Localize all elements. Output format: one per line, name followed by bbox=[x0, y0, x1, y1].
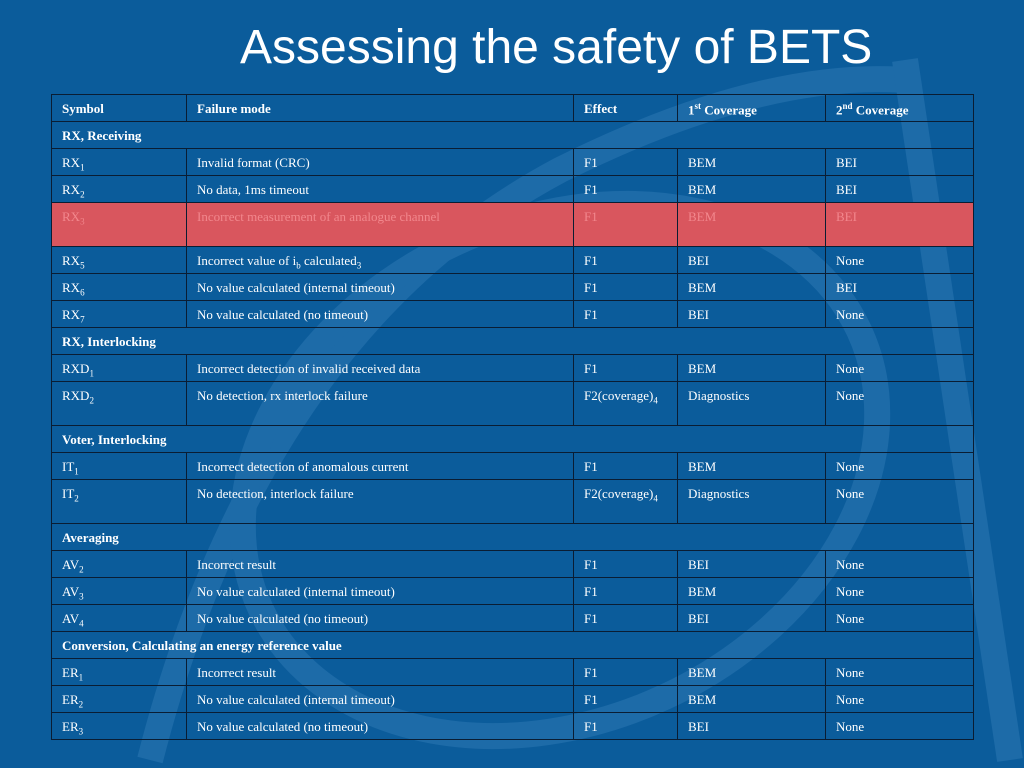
header-effect: Effect bbox=[574, 95, 678, 122]
failure-mode-text: Incorrect result bbox=[197, 665, 277, 680]
symbol-text: IT bbox=[62, 459, 75, 474]
effect-text: F1 bbox=[584, 307, 598, 322]
symbol-text: ER bbox=[62, 692, 79, 707]
symbol-text: RX bbox=[62, 280, 81, 295]
cell-first-coverage: BEM bbox=[678, 355, 826, 382]
cell-second-coverage: None bbox=[826, 659, 974, 686]
cell-effect bbox=[574, 301, 678, 328]
symbol-text: AV bbox=[62, 611, 80, 626]
cell-symbol bbox=[52, 274, 187, 301]
cell-second-coverage: BEI bbox=[826, 176, 974, 203]
cell-symbol bbox=[52, 713, 187, 740]
symbol-text: AV bbox=[62, 584, 80, 599]
cell-second-coverage: None bbox=[826, 605, 974, 632]
cell-symbol bbox=[52, 453, 187, 480]
cell-second-coverage: None bbox=[826, 686, 974, 713]
effect-text: F2(coverage) bbox=[584, 388, 654, 403]
cell-first-coverage: BEM bbox=[678, 176, 826, 203]
table-row bbox=[52, 274, 974, 301]
header-symbol: Symbol bbox=[52, 95, 187, 122]
table-row bbox=[52, 247, 974, 274]
cell-second-coverage: None bbox=[826, 382, 974, 426]
failure-mode-tail: calculated bbox=[300, 253, 357, 268]
cell-second-coverage: BEI bbox=[826, 203, 974, 247]
header-second-coverage-suffix: nd bbox=[842, 101, 853, 111]
header-first-coverage-suffix: st bbox=[694, 101, 701, 111]
failure-mode-text: No value calculated (no timeout) bbox=[197, 307, 369, 322]
cell-first-coverage: BEM bbox=[678, 274, 826, 301]
section-group-row bbox=[52, 524, 974, 551]
cell-failure-mode bbox=[187, 480, 574, 524]
failure-mode-text: Incorrect value of i bbox=[197, 253, 297, 268]
effect-text: F1 bbox=[584, 557, 598, 572]
cell-first-coverage: BEM bbox=[678, 659, 826, 686]
cell-effect bbox=[574, 453, 678, 480]
table-row bbox=[52, 551, 974, 578]
failure-mode-text: No value calculated (no timeout) bbox=[197, 611, 369, 626]
effect-text: F2(coverage) bbox=[584, 486, 654, 501]
cell-effect bbox=[574, 382, 678, 426]
failure-mode-text: No value calculated (internal timeout) bbox=[197, 584, 395, 599]
cell-first-coverage: BEM bbox=[678, 686, 826, 713]
table-row bbox=[52, 578, 974, 605]
table-row bbox=[52, 382, 974, 426]
effect-text: F1 bbox=[584, 182, 598, 197]
section-group-label: Conversion, Calculating an energy reference value bbox=[52, 632, 974, 659]
table-row-highlighted bbox=[52, 203, 974, 247]
effect-text: F1 bbox=[584, 611, 598, 626]
table-row bbox=[52, 686, 974, 713]
failure-mode-table bbox=[51, 94, 974, 740]
table-row bbox=[52, 355, 974, 382]
cell-first-coverage: BEI bbox=[678, 605, 826, 632]
cell-effect bbox=[574, 247, 678, 274]
cell-failure-mode bbox=[187, 274, 574, 301]
failure-mode-text: No data, 1ms timeout bbox=[197, 182, 309, 197]
failure-mode-text: No detection, interlock failure bbox=[197, 486, 354, 501]
symbol-text: RX bbox=[62, 253, 81, 268]
effect-text: F1 bbox=[584, 692, 598, 707]
failure-mode-text: No detection, rx interlock failure bbox=[197, 388, 368, 403]
table-row bbox=[52, 480, 974, 524]
cell-effect bbox=[574, 713, 678, 740]
failure-mode-text: No value calculated (no timeout) bbox=[197, 719, 369, 734]
section-group-label: Averaging bbox=[52, 524, 974, 551]
cell-failure-mode bbox=[187, 551, 574, 578]
effect-text: F1 bbox=[584, 361, 598, 376]
header-second-coverage-number: 2 bbox=[836, 102, 843, 118]
table-row bbox=[52, 453, 974, 480]
header-second-coverage-text: Coverage bbox=[852, 102, 909, 118]
cell-failure-mode bbox=[187, 355, 574, 382]
cell-effect bbox=[574, 686, 678, 713]
cell-symbol bbox=[52, 149, 187, 176]
cell-symbol bbox=[52, 247, 187, 274]
header-first-coverage-number: 1 bbox=[688, 102, 695, 118]
symbol-subscript: 2 bbox=[74, 493, 79, 504]
cell-effect bbox=[574, 355, 678, 382]
symbol-text: RX bbox=[62, 307, 81, 322]
symbol-subscript: 2 bbox=[79, 564, 84, 575]
symbol-subscript: 3 bbox=[79, 591, 84, 602]
cell-second-coverage: None bbox=[826, 480, 974, 524]
cell-second-coverage: BEI bbox=[826, 274, 974, 301]
symbol-text: RX bbox=[62, 155, 81, 170]
cell-second-coverage: None bbox=[826, 578, 974, 605]
header-failure-mode: Failure mode bbox=[187, 95, 574, 122]
symbol-subscript: 7 bbox=[80, 314, 85, 325]
table-row bbox=[52, 605, 974, 632]
cell-failure-mode bbox=[187, 203, 574, 247]
effect-text: F1 bbox=[584, 155, 598, 170]
section-group-row bbox=[52, 122, 974, 149]
table-row bbox=[52, 176, 974, 203]
section-group-label: RX, Interlocking bbox=[52, 328, 974, 355]
symbol-subscript: 3 bbox=[78, 726, 84, 737]
cell-second-coverage: None bbox=[826, 247, 974, 274]
cell-effect bbox=[574, 480, 678, 524]
symbol-text: RXD bbox=[62, 361, 90, 376]
cell-second-coverage: None bbox=[826, 453, 974, 480]
cell-symbol bbox=[52, 480, 187, 524]
header-second-coverage bbox=[826, 95, 974, 122]
table-row bbox=[52, 301, 974, 328]
cell-symbol bbox=[52, 355, 187, 382]
cell-first-coverage: BEI bbox=[678, 247, 826, 274]
cell-failure-mode bbox=[187, 382, 574, 426]
effect-text: F1 bbox=[584, 459, 598, 474]
section-group-row bbox=[52, 426, 974, 453]
cell-failure-mode bbox=[187, 686, 574, 713]
cell-first-coverage: BEM bbox=[678, 453, 826, 480]
cell-effect bbox=[574, 659, 678, 686]
cell-second-coverage: None bbox=[826, 301, 974, 328]
cell-symbol bbox=[52, 301, 187, 328]
failure-mode-text: No value calculated (internal timeout) bbox=[197, 280, 395, 295]
cell-second-coverage: None bbox=[826, 551, 974, 578]
symbol-text: RXD bbox=[62, 388, 90, 403]
cell-effect bbox=[574, 605, 678, 632]
failure-mode-text: Incorrect measurement of an analogue channel bbox=[197, 209, 440, 224]
symbol-subscript: 4 bbox=[79, 618, 84, 629]
cell-first-coverage: BEI bbox=[678, 713, 826, 740]
symbol-text: ER bbox=[62, 665, 79, 680]
effect-subscript: 4 bbox=[653, 493, 658, 504]
section-group-label: Voter, Interlocking bbox=[52, 426, 974, 453]
effect-text: F1 bbox=[584, 280, 598, 295]
section-group-row bbox=[52, 632, 974, 659]
cell-effect bbox=[574, 149, 678, 176]
table-row bbox=[52, 659, 974, 686]
table-header-row bbox=[52, 95, 974, 122]
cell-effect bbox=[574, 176, 678, 203]
symbol-subscript: 1 bbox=[80, 162, 85, 173]
table-row bbox=[52, 149, 974, 176]
effect-subscript: 4 bbox=[653, 395, 658, 406]
cell-symbol bbox=[52, 686, 187, 713]
cell-failure-mode bbox=[187, 659, 574, 686]
effect-text: F1 bbox=[584, 209, 598, 224]
table-row bbox=[52, 713, 974, 740]
symbol-text: RX bbox=[62, 209, 81, 224]
symbol-text: ER bbox=[62, 719, 79, 734]
symbol-subscript: 5 bbox=[80, 260, 85, 271]
failure-mode-text: No value calculated (internal timeout) bbox=[197, 692, 395, 707]
symbol-subscript: 2 bbox=[78, 699, 84, 710]
symbol-subscript: 1 bbox=[89, 368, 94, 379]
cell-failure-mode bbox=[187, 176, 574, 203]
effect-text: F1 bbox=[584, 665, 598, 680]
effect-text: F1 bbox=[584, 584, 598, 599]
section-group-row bbox=[52, 328, 974, 355]
cell-failure-mode bbox=[187, 247, 574, 274]
cell-effect bbox=[574, 203, 678, 247]
header-first-coverage-text: Coverage bbox=[701, 102, 757, 118]
failure-mode-subscript: b bbox=[296, 260, 301, 271]
symbol-subscript: 1 bbox=[78, 672, 84, 683]
failure-mode-text: Incorrect result bbox=[197, 557, 277, 572]
cell-failure-mode bbox=[187, 149, 574, 176]
cell-first-coverage: BEI bbox=[678, 551, 826, 578]
cell-failure-mode bbox=[187, 578, 574, 605]
cell-effect bbox=[574, 578, 678, 605]
cell-symbol bbox=[52, 551, 187, 578]
cell-second-coverage: BEI bbox=[826, 149, 974, 176]
cell-symbol bbox=[52, 578, 187, 605]
cell-first-coverage: Diagnostics bbox=[678, 480, 826, 524]
cell-symbol bbox=[52, 605, 187, 632]
cell-effect bbox=[574, 551, 678, 578]
cell-failure-mode bbox=[187, 713, 574, 740]
cell-symbol bbox=[52, 659, 187, 686]
cell-symbol bbox=[52, 382, 187, 426]
cell-first-coverage: BEM bbox=[678, 203, 826, 247]
symbol-subscript: 3 bbox=[80, 216, 85, 227]
cell-failure-mode bbox=[187, 301, 574, 328]
cell-first-coverage: Diagnostics bbox=[678, 382, 826, 426]
cell-symbol bbox=[52, 203, 187, 247]
symbol-text: IT bbox=[62, 486, 75, 501]
cell-failure-mode bbox=[187, 453, 574, 480]
symbol-text: AV bbox=[62, 557, 80, 572]
cell-first-coverage: BEI bbox=[678, 301, 826, 328]
slide-title: Assessing the safety of BETS bbox=[240, 21, 873, 74]
cell-first-coverage: BEM bbox=[678, 149, 826, 176]
effect-text: F1 bbox=[584, 253, 598, 268]
failure-mode-text: Incorrect detection of anomalous current bbox=[197, 459, 409, 474]
cell-second-coverage: None bbox=[826, 355, 974, 382]
failure-mode-footnote: 3 bbox=[356, 260, 362, 271]
symbol-text: RX bbox=[62, 182, 81, 197]
symbol-subscript: 6 bbox=[80, 287, 85, 298]
effect-text: F1 bbox=[584, 719, 598, 734]
symbol-subscript: 2 bbox=[80, 189, 85, 200]
cell-effect bbox=[574, 274, 678, 301]
failure-mode-text: Invalid format (CRC) bbox=[197, 155, 310, 170]
cell-first-coverage: BEM bbox=[678, 578, 826, 605]
cell-symbol bbox=[52, 176, 187, 203]
symbol-subscript: 2 bbox=[89, 395, 94, 406]
symbol-subscript: 1 bbox=[74, 466, 79, 477]
cell-second-coverage: None bbox=[826, 713, 974, 740]
cell-failure-mode bbox=[187, 605, 574, 632]
section-group-label: RX, Receiving bbox=[52, 122, 974, 149]
failure-mode-text: Incorrect detection of invalid received data bbox=[197, 361, 421, 376]
header-first-coverage bbox=[678, 95, 826, 122]
